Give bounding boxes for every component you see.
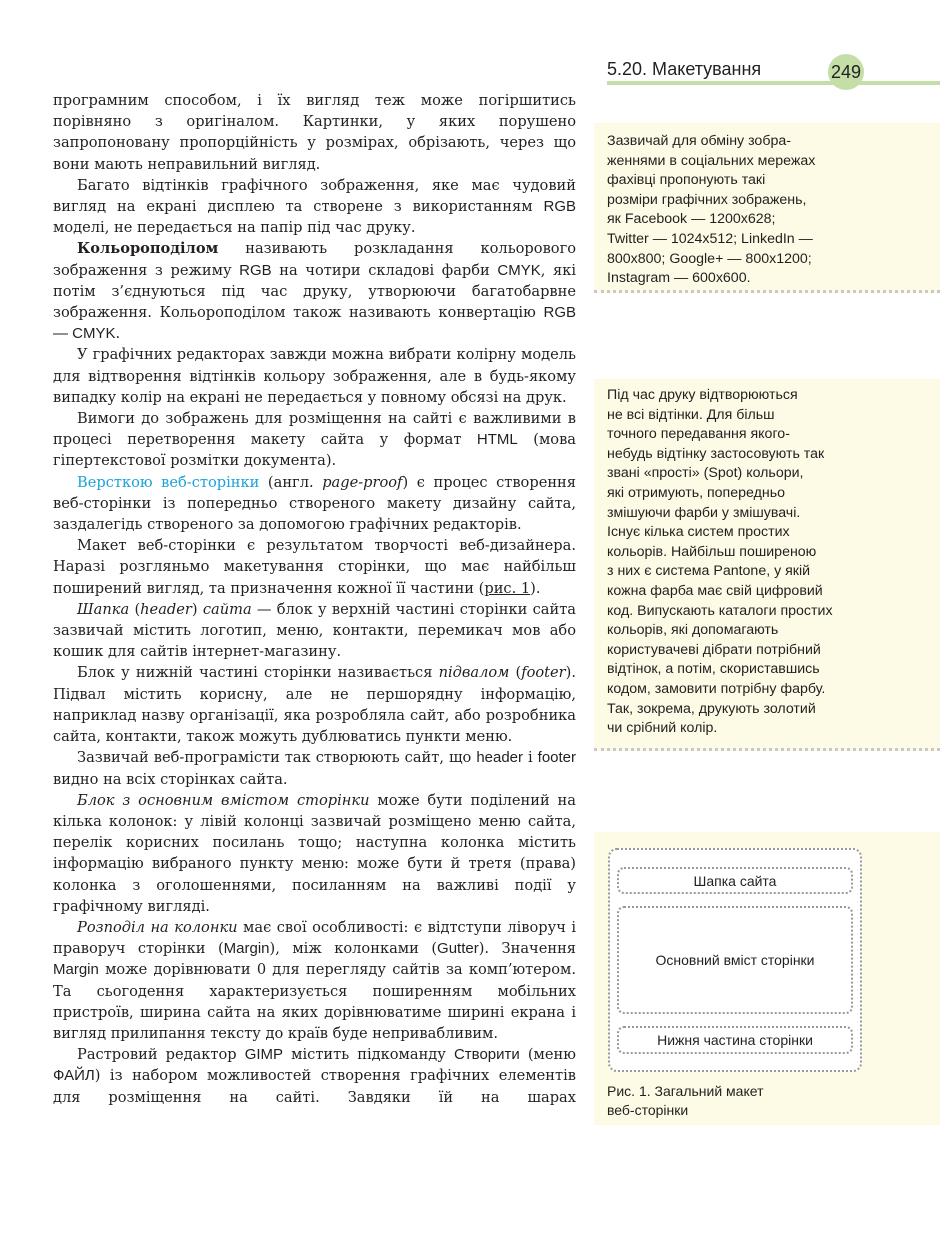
- paragraph: Растровий редактор GIMP містить підкоманду Створити (меню ФАЙЛ) із набором можливостей створення графічних елементів для розміщення на сайті. Завдяки їй на шарах: [53, 1046, 576, 1106]
- diagram-main-content-block: Основний вміст сторінки: [617, 906, 853, 1014]
- paragraph: Версткою веб-сторінки (англ. page-proof) є процес створення веб-сторінки із попередньо створеного макету дизайну сайта, заздалегідь створеного за допомогою графічних редакторів.: [53, 473, 576, 534]
- paragraph: Шапка (header) сайта — блок у верхній частині сторінки сайта зазвичай містить логотип, меню, контакти, перемикач мов або кошик для сайтів інтернет-магазину.: [53, 600, 577, 661]
- dotted-separator: [594, 290, 940, 293]
- term-color-separation: Кольороподілом: [77, 240, 219, 258]
- paragraph: Кольороподілом називають розкладання кольорового зображення з режиму RGB на чотири складові фарби CMYK, які потім з’єднуються під час друку, утворюючи багатобарвне зображення. Кольороподілом також називають конвертацію RGB — CMYK.: [53, 240, 576, 343]
- paragraph: Багато відтінків графічного зображення, яке має чудовий вигляд на екрані дисплею та створене з використанням RGB моделі, не передається на папір під час друку.: [53, 176, 576, 237]
- page-header: [607, 57, 940, 87]
- paragraph: Блок з основним вмістом сторінки може бути поділений на кілька колонок: у лівій колонці зазвичай розміщено меню сайта, перелік корисних посилань тощо; наступна колонка містить інформацію вибраного пункту меню: може бути й третя (права) колонка з оголошеннями, посиланням на важливі події у графічному вигляді.: [53, 791, 576, 915]
- side-note-text: Зазвичай для обміну зобра- женнями в соціальних мережах фахівці пропонують такі розміри графічних зображень, як Facebook — 1200x628; Twitter — 1024x512; LinkedIn — 800x800; Google+ — 800x1200; Instagram — 600x600.: [607, 133, 816, 287]
- paragraph: програмним способом, і їх вигляд теж може погіршитись порівняно з оригіналом. Картинки, у яких порушено запропоновану пропорційність у розмірах, обрізають, через що вони мають неправильний вигляд.: [53, 92, 576, 173]
- dotted-separator: [594, 748, 940, 751]
- paragraph: Макет веб-сторінки є результатом творчості веб-дизайнера. Наразі розгляньмо макетування сторінки, що має найбільш поширений вигляд, та призначення кожної її частини (рис. 1).: [53, 537, 576, 597]
- web-page-layout-diagram: [608, 848, 862, 1072]
- figure-reference[interactable]: рис. 1: [484, 579, 531, 597]
- section-title: 5.20. Макетування: [607, 59, 762, 79]
- paragraph: Зазвичай веб-програмісти так створюють сайт, що header і footer видно на всіх сторінках сайта.: [53, 749, 577, 788]
- page-number: 249: [828, 54, 864, 90]
- side-note-text: Під час друку відтворюються не всі відтінки. Для більш точного передавання якого- небудь відтінку застосовують так звані «прості» (Spot) кольори, які отримують, попередньо змішуючи фарби у змішувачі. Існує кілька систем простих кольорів. Найбільш поширеною з них є система Pantone, у якій кожна фарба має свій цифровий код. Випускають каталоги простих кольорів, які допомагають користувачеві дібрати потрібний відтінок, а потім, скориставшись кодом, замовити потрібну фарбу. Так, зокрема, друкують золотий чи срібний колір.: [607, 387, 833, 737]
- term-header: Шапка: [77, 600, 130, 618]
- diagram-header-block: Шапка сайта: [617, 867, 853, 894]
- diagram-footer-block: Нижня частина сторінки: [617, 1026, 853, 1054]
- term-footer: підвалом: [438, 664, 510, 682]
- side-note-image-sizes: [594, 123, 940, 293]
- figure-panel: [594, 832, 940, 1125]
- figure-caption: Рис. 1. Загальний макет веб-сторінки: [607, 1083, 764, 1118]
- paragraph: Вимоги до зображень для розміщення на сайті є важливими в процесі перетворення макету сайта у формат HTML (мова гіпертекстової розмітки документа).: [53, 410, 577, 470]
- term-columns: Розподіл на колонки: [77, 918, 238, 936]
- header-underline: [607, 81, 940, 85]
- main-text: [53, 90, 576, 1108]
- paragraph: Блок у нижній частині сторінки називається підвалом (footer). Підвал містить корисну, але не першорядну інформацію, наприклад назву організації, яка розробляла сайт, або розробника сайта, контакти, також можуть дублюватись пункти меню.: [53, 664, 576, 746]
- paragraph: У графічних редакторах завжди можна вибрати колірну модель для відтворення відтінків кольору зображення, але в будь-якому випадку колір на екрані не передається у повному обсязі на друк.: [53, 346, 576, 406]
- side-note-spot-colors: [594, 379, 940, 751]
- term-main-content: Блок з основним вмістом сторінки: [77, 791, 370, 809]
- paragraph: Розподіл на колонки має свої особливості: є відтступи ліворуч і праворуч сторінки (Margin), між колонками (Gutter). Значення Margin може дорівнювати 0 для перегляду сайтів за комп’ютером. Та сьогодення характеризується поширенням мобільних пристроїв, ширина сайта на яких дорівнюватиме ширині екрана і вигляд прилипання тексту до країв буде непривабливим.: [53, 918, 577, 1042]
- term-page-layout: Версткою веб-сторінки: [77, 473, 260, 491]
